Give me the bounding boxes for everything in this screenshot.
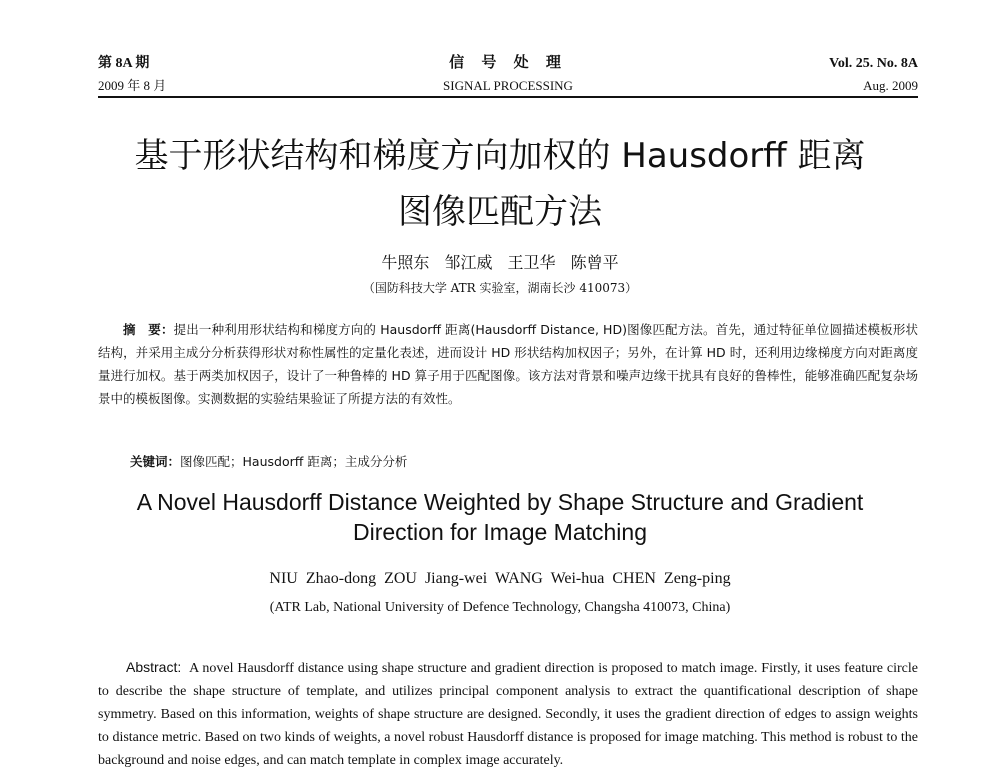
journal-name-en: SIGNAL PROCESSING: [443, 78, 573, 93]
journal-name-cn: 信 号 处 理: [449, 53, 567, 71]
paper-title-cn: [60, 128, 940, 240]
affiliation-cn: （国防科技大学 ATR 实验室，湖南长沙 410073）: [362, 281, 638, 295]
header-row-top: [98, 50, 918, 72]
affiliation-en: (ATR Lab, National University of Defence Technology, Changsha 410073, China): [269, 600, 731, 615]
issue-number: 第 8A 期: [98, 56, 150, 71]
header-rule: [98, 96, 918, 98]
paper-title-en: [100, 487, 900, 547]
authors-cn: 牛照东 邹江威 王卫华 陈曾平: [381, 253, 619, 272]
keywords-cn: [130, 452, 918, 470]
paper-title-en-line2: Direction for Image Matching: [352, 519, 647, 545]
paper-title-en-line1: A Novel Hausdorff Distance Weighted by Shape Structure and Gradient: [136, 489, 864, 515]
abstract-cn-text: 提出一种利用形状结构和梯度方向的 Hausdorff 距离(Hausdorff Distance, HD)图像匹配方法。首先，通过特征单位圆描述模板形状结构，并采用主成分分析获得形状对称性属性的定量化表述，进而设计 HD 形状结构加权因子；另外，在计算 HD 时，还利用边缘梯度方向对距离度量进行加权。基于两类加权因子，设计了一种鲁棒的 HD 算子用于匹配图像。该方法对背景和噪声边缘干扰具有良好的鲁棒性，能够准确匹配复杂场景中的模板图像。实测数据的实验结果验证了所提方法的有效性。: [98, 322, 918, 406]
abstract-en: [98, 656, 918, 772]
publication-date-cn: 2009 年 8 月: [98, 78, 167, 93]
volume-number: Vol. 25. No. 8A: [829, 56, 918, 71]
publication-date-en: Aug. 2009: [863, 78, 918, 93]
paper-title-cn-line2: 图像匹配方法: [398, 192, 602, 232]
paper-title-cn-line1: 基于形状结构和梯度方向加权的 Hausdorff 距离: [134, 136, 866, 176]
authors-en: NIU Zhao-dong ZOU Jiang-wei WANG Wei-hua CHEN Zeng-ping: [269, 570, 731, 587]
header-row-bottom: [98, 76, 918, 94]
abstract-en-text: A novel Hausdorff distance using shape structure and gradient direction is proposed to match image. Firstly, it uses feature circle to describe the shape structure of template, and utilizes principal component analysis to extract the quantificational description of shape symmetry. Based on this information, weights of shape structure are designed. Secondly, it uses the gradient direction of edges to assign weights to distance metric. Based on two kinds of weights, a novel robust Hausdorff distance is proposed for image matching. This method is robust to the background and noise edges, and can match template in complex image accurately.: [98, 661, 918, 768]
abstract-cn: [98, 318, 918, 410]
running-header: [98, 50, 918, 98]
keywords-cn-label: 关键词：: [130, 454, 181, 469]
abstract-cn-label: 摘 要：: [123, 322, 174, 337]
abstract-en-label: Abstract:: [126, 659, 182, 675]
keywords-cn-text: 图像匹配；Hausdorff 距离；主成分分析: [180, 454, 408, 469]
